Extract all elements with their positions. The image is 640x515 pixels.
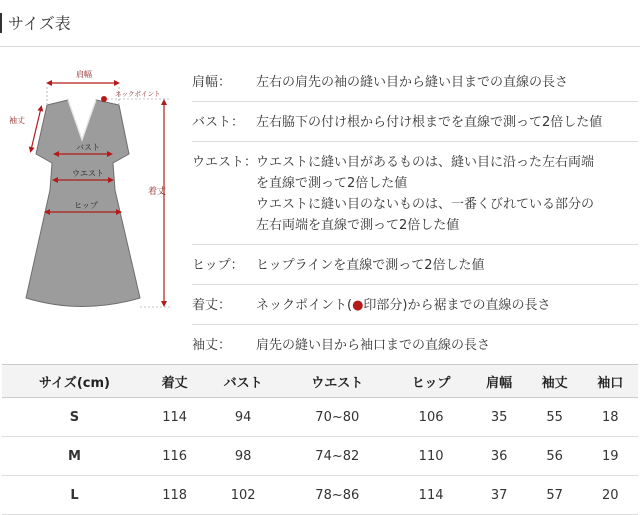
length-label: 着丈 [148, 187, 167, 197]
neck-point-marker-icon: ● [352, 298, 364, 313]
column-header: ウエスト [284, 365, 391, 398]
table-cell: 94 [202, 398, 283, 437]
definition-text-after: 印部分)から裾までの直線の長さ [363, 298, 551, 313]
column-header: 袖丈 [527, 365, 583, 398]
size-cell: M [2, 437, 147, 476]
definition-text [256, 62, 638, 101]
table-cell: 18 [582, 398, 638, 437]
table-cell: 118 [147, 476, 203, 515]
definition-line [256, 295, 638, 316]
hip-label: ヒップ [74, 201, 98, 210]
title-accent-bar [0, 13, 2, 33]
table-cell: 19 [582, 437, 638, 476]
column-header: サイズ(cm) [2, 365, 147, 398]
definition-line: 肩先の縫い目から袖口までの直線の長さ [256, 338, 491, 353]
definition-bust [192, 102, 638, 142]
definition-term: ウエスト： [192, 155, 258, 170]
sleeve-label: 袖丈 [9, 116, 25, 125]
size-table [2, 364, 638, 515]
table-cell: 57 [527, 476, 583, 515]
table-row [2, 437, 638, 476]
table-cell: 55 [527, 398, 583, 437]
table-cell: 106 [391, 398, 472, 437]
table-cell: 36 [471, 437, 527, 476]
table-cell: 20 [582, 476, 638, 515]
page-title: サイズ表 [8, 14, 71, 33]
column-header: 肩幅 [471, 365, 527, 398]
table-cell: 98 [202, 437, 283, 476]
table-cell: 114 [147, 398, 203, 437]
table-cell: 110 [391, 437, 472, 476]
column-header: ヒップ [391, 365, 472, 398]
title-bar [0, 10, 640, 36]
definition-line: ウエストに縫い目があるものは、縫い目に沿った左右両端 [256, 155, 595, 170]
title-divider [0, 46, 640, 47]
definition-shoulder [192, 62, 638, 102]
definition-line: ウエストに縫い目のないものは、一番くびれている部分の [256, 197, 595, 212]
definition-term: 袖丈： [192, 338, 232, 353]
definition-term: ヒップ： [192, 258, 244, 273]
waist-label: ウエスト [72, 169, 104, 178]
definition-line: ヒップラインを直線で測って2倍した値 [256, 258, 485, 273]
shoulder-label: 肩幅 [76, 70, 92, 79]
table-cell: 37 [471, 476, 527, 515]
table-header-row [2, 365, 638, 398]
definition-line: 左右の肩先の袖の縫い目から縫い目までの直線の長さ [256, 75, 569, 90]
definition-waist [192, 142, 638, 245]
definition-term: 着丈： [192, 298, 232, 313]
neck-point-marker-icon [101, 96, 107, 102]
column-header: 袖口 [582, 365, 638, 398]
size-cell: L [2, 476, 147, 515]
table-cell: 70~80 [284, 398, 391, 437]
dress-diagram-svg [0, 60, 190, 325]
bust-label: バスト [76, 143, 100, 152]
column-header: バスト [202, 365, 283, 398]
definition-text [256, 142, 638, 244]
definition-hip [192, 245, 638, 285]
table-cell: 114 [391, 476, 472, 515]
definition-text-before: ネックポイント( [256, 298, 353, 313]
table-row [2, 398, 638, 437]
table-cell: 56 [527, 437, 583, 476]
definition-line: を直線で測って2倍した値 [256, 176, 408, 191]
table-cell: 78~86 [284, 476, 391, 515]
definition-length [192, 285, 638, 325]
measurement-diagram [0, 60, 190, 325]
definition-term: 肩幅： [192, 75, 232, 90]
table-cell: 102 [202, 476, 283, 515]
definition-text [256, 325, 638, 364]
table-row [2, 476, 638, 515]
table-cell: 116 [147, 437, 203, 476]
table-cell: 35 [471, 398, 527, 437]
size-cell: S [2, 398, 147, 437]
definition-line: 左右脇下の付け根から付け根までを直線で測って2倍した値 [256, 115, 603, 130]
definition-sleeve [192, 325, 638, 365]
table-cell: 74~82 [284, 437, 391, 476]
definition-text [256, 285, 638, 324]
definition-text [256, 102, 638, 141]
neck-point-label: ネックポイント [115, 90, 161, 98]
definition-line: 左右両端を直線で測って2倍した値 [256, 218, 460, 233]
measurement-definitions [192, 62, 638, 365]
definition-text [256, 245, 638, 284]
column-header: 着丈 [147, 365, 203, 398]
definition-term: バスト： [192, 115, 245, 130]
